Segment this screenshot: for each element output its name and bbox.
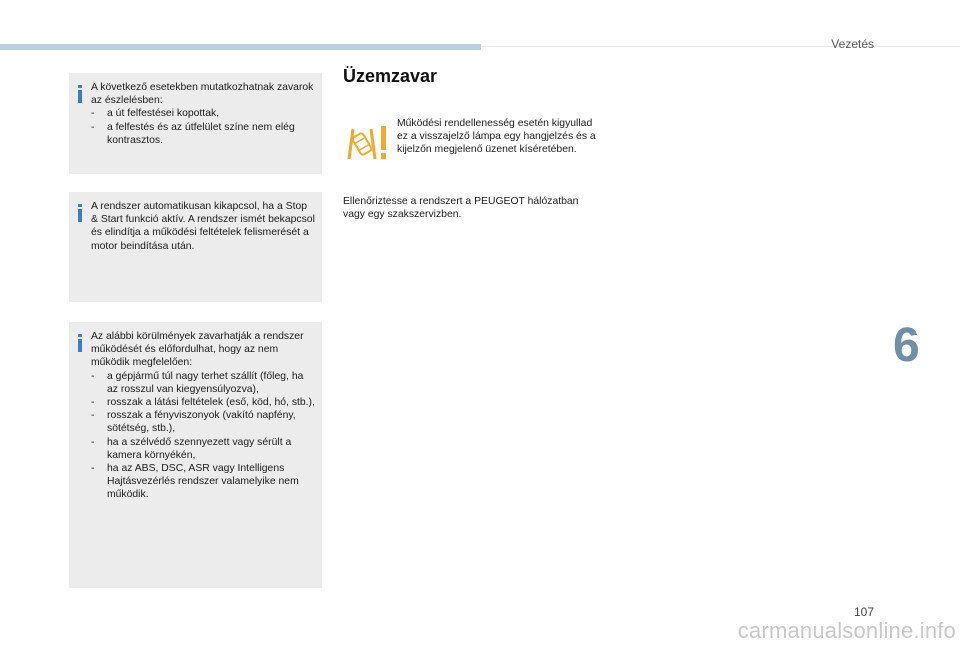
info-box-list [91, 370, 316, 502]
list-item: - a út felfestései kopottak, [91, 107, 316, 120]
info-box-conditions [69, 322, 322, 588]
list-item: - a gépjármű túl nagy terhet szállít (főleg, ha az rosszul van kiegyensúlyozva), [91, 370, 316, 396]
list-item: - ha a szélvédő szennyezett vagy sérült a kamera környékén, [91, 436, 316, 462]
page-number: 107 [853, 605, 874, 619]
list-item: - a felfestés és az útfelület színe nem elég kontrasztos. [91, 121, 316, 147]
list-item: - rosszak a látási feltételek (eső, köd, hó, stb.), [91, 396, 316, 409]
info-icon [78, 204, 82, 222]
section-header: Vezetés [831, 37, 874, 51]
info-box-intro: A rendszer automatikusan kikapcsol, ha a Stop & Start funkció aktív. A rendszer ismét bekapcsol és elindítja a működési feltételek felismerését a motor beindítása után. [91, 201, 315, 252]
warning-description: Működési rendellenesség esetén kigyullad ez a visszajelző lámpa egy hangjelzés és a kijelzőn megjelenő üzenet kíséretében. [397, 118, 596, 156]
info-icon [78, 334, 82, 352]
list-item: - rosszak a fényviszonyok (vakító napfény, sötétség, stb.), [91, 409, 316, 435]
header-accent-bar [0, 44, 481, 50]
info-box-list [91, 107, 316, 147]
chapter-number: 6 [893, 319, 920, 372]
service-instruction: Ellenőriztesse a rendszert a PEUGEOT hálózatban vagy egy szakszervizben. [343, 196, 579, 221]
info-icon [78, 85, 82, 103]
header-rule [481, 46, 960, 47]
info-box-intro: Az alábbi körülmények zavarhatják a rendszer működését és előfordulhat, hogy az nem működik megfelelően: [91, 331, 304, 369]
info-box-detection [69, 73, 322, 174]
lane-departure-warning-icon [344, 122, 394, 162]
info-box-intro: A következő esetekben mutatkozhatnak zavarok az észlelésben: [91, 82, 314, 107]
section-title: Üzemzavar [343, 66, 438, 86]
info-box-stop-start [69, 192, 322, 302]
list-item: - ha az ABS, DSC, ASR vagy Intelligens Hajtásvezérlés rendszer valamelyike nem működik. [91, 462, 316, 502]
watermark: carmanualsonline.info [737, 618, 956, 643]
